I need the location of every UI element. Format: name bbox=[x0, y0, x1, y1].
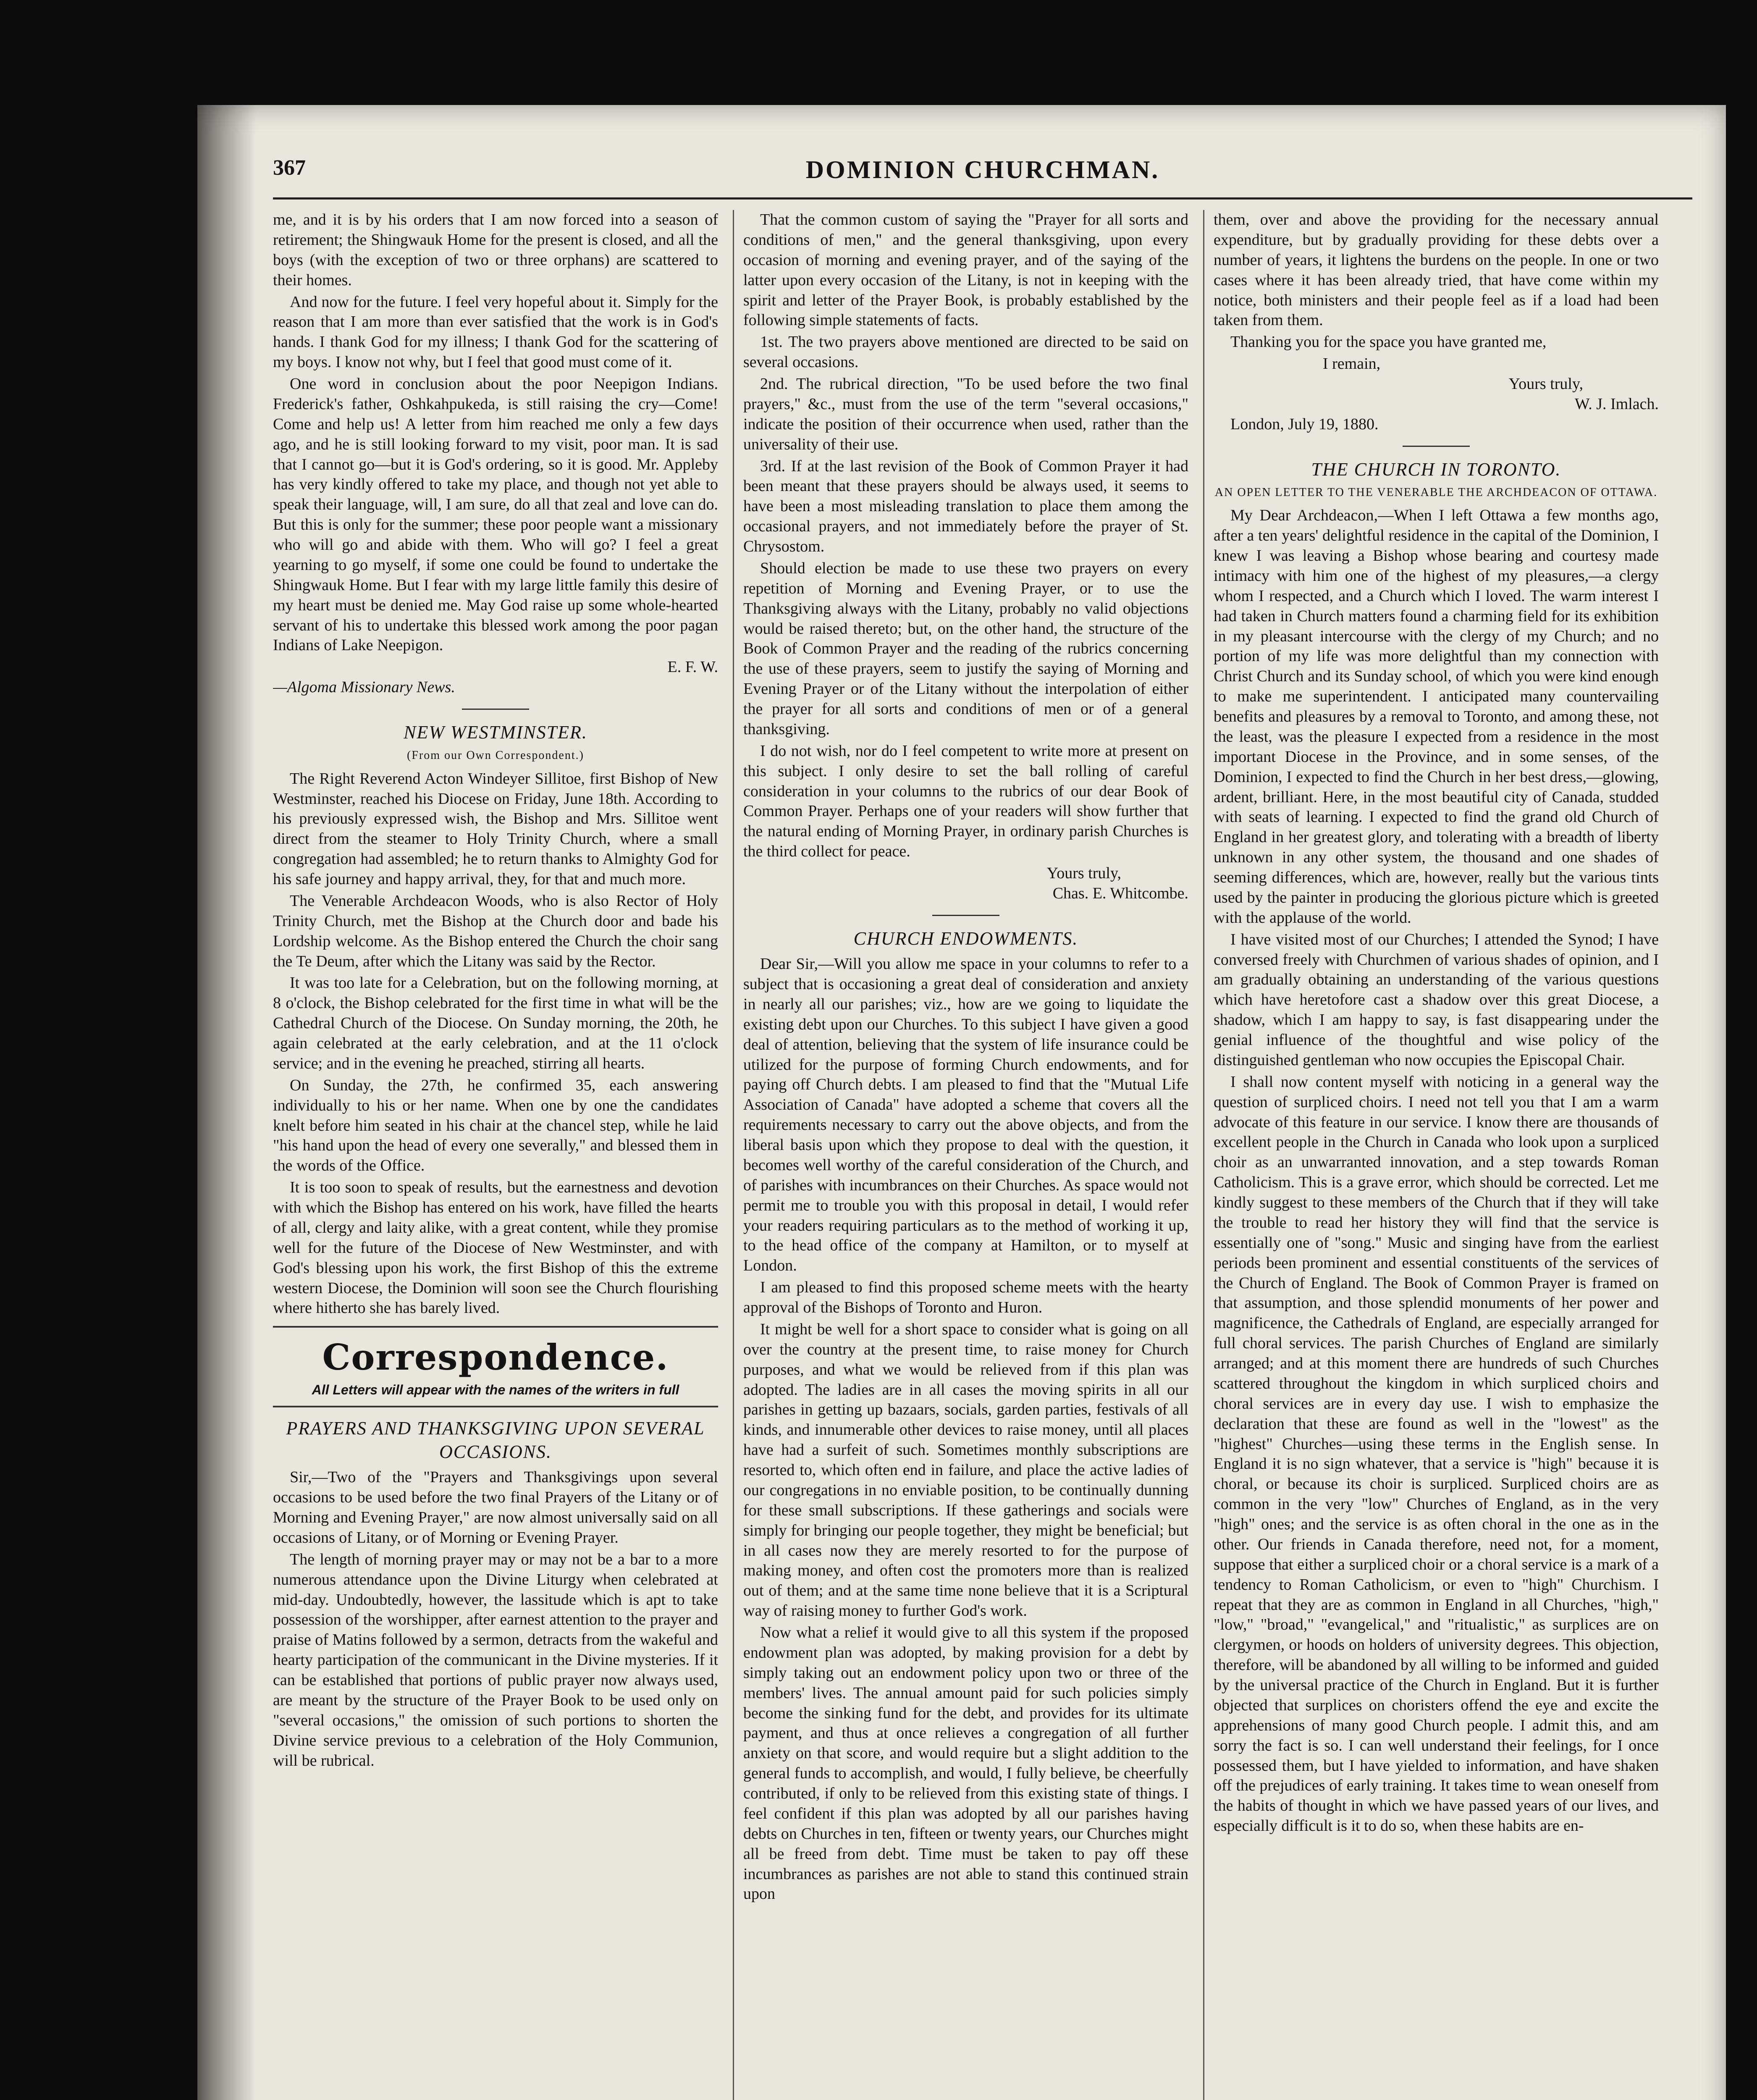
paragraph: 2nd. The rubrical direction, "To be used before the two final prayers," &c., must from the use of the term "several occasions," indicate the position of their occurrence when used, rather than the universality of their use. bbox=[743, 375, 1188, 453]
page-header bbox=[273, 155, 1692, 193]
paragraph: Now what a relief it would give to all this system if the proposed endowment plan was adopted, by making provision for a debt by simply taking out an endowment policy upon two or three of the members' lives. The annual amount paid for such policies simply become the sinking fund for the debt, and provides for its ultimate payment, and thus at once relieves a congregation of all further anxiety on that score, and would require but a slight addition to the general funds to accomplish, and would, I fully believe, be cheerfully contributed, if only to be relieved from this existing state of things. I feel confident if this plan was adopted by all our parishes having debts on Churches in ten, fifteen or twenty years, our Churches might all be freed from debt. Time must be taken to pay off these incumbrances as parishes are not able to stand this continued strain upon bbox=[743, 1624, 1188, 1903]
paragraph: On Sunday, the 27th, he confirmed 35, each answering individually to his or her name. When one by one the candidates knelt before him seated in his chair at the chancel step, while he laid "his hand upon the head of every one severally," and blessed them in the words of the Office. bbox=[273, 1076, 718, 1175]
source-credit: —Algoma Missionary News. bbox=[273, 678, 455, 696]
correspondence-note: All Letters will appear with the names of the writers in full bbox=[312, 1382, 679, 1398]
closing: Yours truly, bbox=[1046, 864, 1121, 882]
paragraph: I am pleased to find this proposed scheme meets with the hearty approval of the Bishops of Toronto and Huron. bbox=[743, 1278, 1188, 1317]
page-number: 367 bbox=[273, 156, 306, 180]
paragraph: I do not wish, nor do I feel competent to write more at present on this subject. I only desire to set the ball rolling of careful consideration in your columns to the rubrics of our dear Book of Common Prayer. Perhaps one of your readers will show further that the natural ending of Morning Prayer, in ordinary parish Churches is the third collect for peace. bbox=[743, 742, 1188, 861]
paragraph: Thanking you for the space you have granted me, bbox=[1230, 333, 1547, 351]
closing: I remain, bbox=[1323, 355, 1381, 373]
correspondence-title: Correspondence. bbox=[322, 1336, 669, 1378]
section-heading: PRAYERS AND THANKSGIVING UPON SEVERAL OCCASIONS. bbox=[286, 1418, 705, 1462]
column-3 bbox=[1214, 210, 1659, 2100]
column-1 bbox=[273, 210, 718, 2100]
section-divider bbox=[932, 915, 999, 916]
newspaper-page bbox=[197, 105, 1726, 2100]
paragraph: One word in conclusion about the poor Neepigon Indians. Frederick's father, Oshkahpukeda, is still raising the cry—Come! Come and help us! A letter from him reached me only a few days ago, and he is still looking forward to my visit, poor man. It is sad that I cannot go—but it is God's ordering, so it is good. Mr. Appleby has very kindly offered to take my place, and though not yet able to speak their language, will, I am sure, do all that zeal and love can do. But this is only for the summer; these poor people want a missionary who will go and abide with them. Who will go? I feel a great yearning to go myself, if some one could be found to undertake the Shingwauk Home. But I fear with my large little family this desire of my heart must be denied me. May God raise up some whole-hearted servant of his to undertake this blessed work among the poor pagan Indians of Lake Neepigon. bbox=[273, 375, 718, 654]
section-divider bbox=[273, 1326, 718, 1328]
paragraph: Sir,—Two of the "Prayers and Thanksgivings upon several occasions to be used before the two final Prayers of the Litany or of Morning and Evening Prayer," are now almost universally said on all occasions of Litany, or of Morning or Evening Prayer. bbox=[273, 1468, 718, 1546]
paragraph: And now for the future. I feel very hopeful about it. Simply for the reason that I am more than ever satisfied that the work is in God's hands. I thank God for my illness; I thank God for the scattering of my boys. I know not why, but I feel that good must come of it. bbox=[273, 293, 718, 371]
paragraph: me, and it is by his orders that I am now forced into a season of retirement; the Shingwauk Home for the present is closed, and all the boys (with the exception of two or three orphans) are scattered to their homes. bbox=[273, 211, 718, 289]
paragraph: Dear Sir,—Will you allow me space in your columns to refer to a subject that is occasioning a great deal of consideration and anxiety in nearly all our parishes; viz., how are we going to liquidate the existing debt upon our Churches. To this subject I have given a good deal of attention, believing that the system of life insurance could be utilized for the purpose of forming Church endowments, and for paying off Church debts. I am pleased to find that the "Mutual Life Association of Canada" have adopted a scheme that covers all the requirements necessary to carry out the above objects, and from the liberal basis upon which they propose to deal with the question, it becomes well worthy of the careful consideration of the Church, and of parishes with incumbrances on their Churches. As space would not permit me to trouble you with this proposal in detail, I would refer your readers requiring particulars as to the method of working it up, to the head office of the company at Hamilton, or to myself at London. bbox=[743, 955, 1188, 1275]
paragraph: The length of morning prayer may or may not be a bar to a more numerous attendance upon the Divine Liturgy when celebrated at mid-day. Undoubtedly, however, the lassitude which is apt to take possession of the worshipper, after earnest attention to the prayer and praise of Matins followed by a sermon, detracts from the wakeful and hearty participation of the communicant in the Divine mysteries. If it can be established that portions of public prayer now always used, are meant by the structure of the Prayer Book to be used only on "several occasions," the omission of such portions to shorten the Divine service previous to a celebration of the Holy Communion, will be rubrical. bbox=[273, 1550, 718, 1769]
signature: E. F. W. bbox=[667, 658, 718, 676]
section-subheading: (From our Own Correspondent.) bbox=[407, 749, 584, 762]
section-heading: CHURCH ENDOWMENTS. bbox=[853, 928, 1078, 949]
section-divider bbox=[462, 709, 529, 710]
masthead-title: DOMINION CHURCHMAN. bbox=[805, 156, 1160, 184]
signature: Chas. E. Whitcombe. bbox=[1052, 884, 1188, 902]
closing: Yours truly, bbox=[1508, 375, 1583, 393]
paragraph: My Dear Archdeacon,—When I left Ottawa a few months ago, after a ten years' delightful residence in the capital of the Dominion, I knew I was leaving a Bishop whose bearing and courtesy made intimacy with him one of the highest of my pleasures,—a clergy whom I respected, and a Church which I loved. The warm interest I had taken in Church matters found a charming field for its exhibition in my pleasant intercourse with the clergy of my Church; and no portion of my life was more delightful than my connection with Christ Church and its Sunday school, of which you were kind enough to make me superintendent. I anticipated many countervailing benefits and pleasures by a removal to Toronto, and among these, not the least, was the pleasure I expected from a residence in the most important Diocese in the Province, and in some senses, of the Dominion, I expected to find the Church in her best dress,—glowing, ardent, brilliant. Here, in the most beautiful city of Canada, studded with seats of learning. I expected to find the grand old Church of England in her greatest glory, and tolerating with a breadth of liberty unknown in any other system, the thousand and one shades of seeming differences, which are, however, really but the various tints used by the painter in producing the glorious picture which is greeted with the applause of the world. bbox=[1214, 507, 1659, 927]
paragraph: them, over and above the providing for the necessary annual expenditure, but by gradually providing for these debts over a number of years, it lightens the burdens on the people. In one or two cases where it has been already tried, that have come within my notice, both ministers and their people feel as if a load had been taken from them. bbox=[1214, 211, 1659, 329]
paragraph: The Venerable Archdeacon Woods, who is also Rector of Holy Trinity Church, met the Bishop at the Church door and bade his Lordship welcome. As the Bishop entered the Church the choir sang the Te Deum, after which the Litany was said by the Rector. bbox=[273, 892, 718, 970]
dateline: London, July 19, 1880. bbox=[1230, 415, 1379, 433]
paragraph: I have visited most of our Churches; I attended the Synod; I have conversed freely with Churchmen of various shades of opinion, and I am gradually obtaining an understanding of the various questions which have heretofore cast a shadow over this great Diocese, a shadow, which I am happy to say, is fast disappearing under the genial influence of the thoughtful and wise policy of the distinguished gentleman who now occupies the Episcopal Chair. bbox=[1214, 930, 1659, 1069]
paragraph: Should election be made to use these two prayers on every repetition of Morning and Evening Prayer, or to use the Thanksgiving always with the Litany, probably no valid objections would be raised thereto; but, on the other hand, the structure of the Book of Common Prayer and the reading of the rubrics concerning the use of these prayers, seem to justify the saying of Morning and Evening Prayer or of the Litany without the interpolation of either the prayer for all sorts and conditions of men or of a general thanksgiving. bbox=[743, 559, 1188, 738]
paragraph: The Right Reverend Acton Windeyer Sillitoe, first Bishop of New Westminster, reached his Diocese on Friday, June 18th. According to his previously expressed wish, the Bishop and Mrs. Sillitoe went direct from the steamer to Holy Trinity Church, where a small congregation had assembled; he to return thanks to Almighty God for his safe journey and happy arrival, they, for that and much more. bbox=[273, 769, 718, 888]
paragraph: 3rd. If at the last revision of the Book of Common Prayer it had been meant that these prayers should be always used, it seems to have been a most misleading translation to place them among the occasional prayers, and not immediately before the prayer of St. Chrysostom. bbox=[743, 457, 1188, 555]
binding-shadow bbox=[197, 105, 256, 2100]
section-divider bbox=[1403, 446, 1470, 447]
section-divider bbox=[273, 1406, 718, 1407]
paragraph: I shall now content myself with noticing in a general way the question of surpliced choirs. I need not tell you that I am a warm advocate of this feature in our service. I know there are thousands of excellent people in the Church in Canada who look upon a surpliced choir as an unwarranted innovation, and a step towards Roman Catholicism. This is a grave error, which should be corrected. Let me kindly suggest to these members of the Church that if they will take the trouble to read her history they will find that the service is essentially one of "song." Music and singing have from the earliest periods been prominent and essential constituents of the services of the Church of England. The Book of Common Prayer is framed on that assumption, and those splendid monuments of her power and magnificence, the Cathedrals of England, are especially arranged for full choral services. The parish Churches of England are similarly arranged; and at this moment there are hundreds of such Churches scattered throughout the kingdom in which surpliced choirs and choral services are in every day use. I wish to emphasize the declaration that these are found as well in the "lowest" as the "highest" Churches—using these terms in the English sense. In England it is no sign whatever, that a service is "high" because it is choral, or because its choir is surpliced. Surpliced choirs are as common in the very "low" Churches of England, as in the very "high" ones; and the service is as often choral in the one as in the other. Our friends in Canada therefore, need not, for a moment, suppose that either a surpliced choir or a choral service is a mark of a tendency to Roman Catholicism, or even to "high" Churchism. I repeat that they are as common in England in all Churches, "high," "low," "broad," "evangelical," and "ritualistic," as surplices are on clergymen, or hoods on holders of university degrees. This objection, therefore, will be abandoned by all willing to be informed and guided by the universal practice of the Church in England. But it is further objected that surplices on choristers offend the eye and excite the apprehensions of many good Church people. I admit this, and am sorry the fact is so. I can well understand their feelings, for I once possessed them, but I have yielded to information, and have shaken off the prejudices of early training. It takes time to wean oneself from the habits of thought in which we have passed years of our lives, and especially difficult is it to do so, when these habits are en- bbox=[1214, 1073, 1659, 1835]
signature: W. J. Imlach. bbox=[1574, 395, 1659, 413]
column-divider bbox=[733, 210, 734, 2100]
column-divider bbox=[1203, 210, 1204, 2100]
paragraph: It is too soon to speak of results, but the earnestness and devotion with which the Bishop has entered on his work, have filled the hearts of all, clergy and laity alike, with a great content, while they promise well for the future of the Diocese of New Westminster, and with God's blessing upon his work, the first Bishop of this the extreme western Diocese, the Dominion will soon see the Church flourishing where hitherto she has barely lived. bbox=[273, 1179, 718, 1317]
paragraph: It might be well for a short space to consider what is going on all over the country at the present time, to raise money for Church purposes, and what we would be relieved from if this plan was adopted. The ladies are in all cases the moving spirits in all our parishes in getting up bazaars, socials, garden parties, festivals of all kinds, and innumerable other devices to raise money, until all places have had a surfeit of such. Sometimes monthly subscriptions are resorted to, which often end in failure, and place the active ladies of our congregations in no enviable position, to be continually dunning for these small subscriptions. If these gatherings and socials were simply for bringing our people together, they might be beneficial; but in all cases now they are merely resorted to for the purpose of making money, and often cost the promoters more than is realized out of them; and at the same time none believe that it is a Scriptural way of raising money to further God's work. bbox=[743, 1320, 1188, 1620]
paragraph: 1st. The two prayers above mentioned are directed to be said on several occasions. bbox=[743, 333, 1188, 371]
paragraph: That the common custom of saying the "Prayer for all sorts and conditions of men," and the general thanksgiving, upon every occasion of morning and evening prayer, and of the saying of the latter upon every occasion of the Litany, is not in keeping with the spirit and letter of the Prayer Book, is probably established by the following simple statements of facts. bbox=[743, 211, 1188, 329]
header-rule bbox=[273, 197, 1692, 200]
column-2 bbox=[743, 210, 1188, 2100]
section-heading: NEW WESTMINSTER. bbox=[404, 722, 587, 743]
paragraph: It was too late for a Celebration, but on the following morning, at 8 o'clock, the Bishop celebrated for the first time in what will be the Cathedral Church of the Diocese. On Sunday morning, the 20th, he again celebrated at the early celebration, and at the 11 o'clock service; and in the evening he preached, stirring all hearts. bbox=[273, 974, 718, 1072]
section-subheading: AN OPEN LETTER TO THE VENERABLE THE ARCHDEACON OF OTTAWA. bbox=[1214, 486, 1658, 499]
section-heading: THE CHURCH IN TORONTO. bbox=[1311, 459, 1561, 480]
